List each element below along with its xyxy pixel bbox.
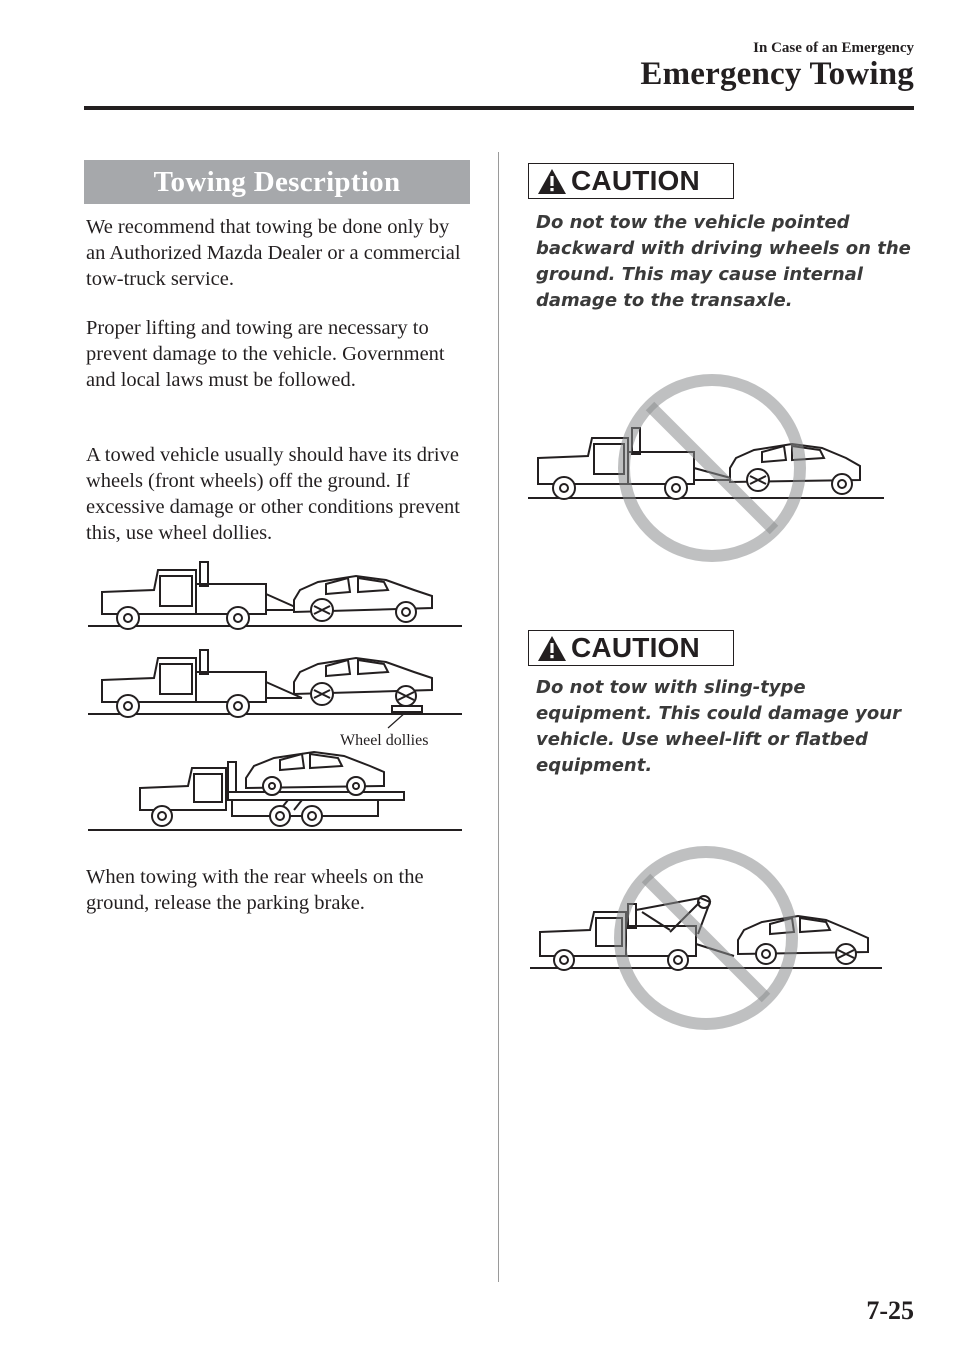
caution-text-1: Do not tow the vehicle pointed backward with driving wheels on the ground. This may cause internal damage to the transaxle.: [536, 212, 911, 311]
header-section: In Case of an Emergency: [753, 40, 914, 56]
warning-icon: [537, 635, 567, 662]
paragraph-2: Proper lifting and towing are necessary to prevent damage to the vehicle. Government and local laws must be followed.: [86, 317, 445, 391]
paragraph-1: We recommend that towing be done only by an Authorized Mazda Dealer or a commercial tow-truck service.: [86, 216, 461, 290]
flatbed-tow-illustration: [88, 748, 464, 834]
caution-header-2: [528, 630, 734, 666]
caution-label: CAUTION: [571, 632, 700, 663]
caution-text-2: Do not tow with sling-type equipment. This could damage your vehicle. Use wheel-lift or flatbed equipment.: [536, 677, 901, 776]
paragraph-4: When towing with the rear wheels on the ground, release the parking brake.: [86, 866, 424, 914]
section-title: Towing Description: [84, 160, 470, 204]
caution-header-1: [528, 163, 734, 199]
wheel-dollies-label: Wheel dollies: [340, 732, 429, 749]
warning-icon: [537, 168, 567, 195]
paragraph-3: A towed vehicle usually should have its drive wheels (front wheels) off the ground. If excessive damage or other conditions prevent this, use wheel dollies.: [86, 444, 460, 544]
wheel-dollies-tow-illustration: [88, 648, 464, 730]
wheel-lift-tow-illustration: [88, 560, 464, 636]
header-rule: [84, 106, 914, 110]
caution-label: CAUTION: [571, 165, 700, 196]
header-title: Emergency Towing: [640, 56, 914, 92]
prohibited-sling-tow-illustration: [530, 840, 890, 1036]
prohibited-backward-tow-illustration: [528, 368, 888, 568]
page-number: 7-25: [866, 1296, 914, 1325]
column-divider: [498, 152, 499, 1282]
